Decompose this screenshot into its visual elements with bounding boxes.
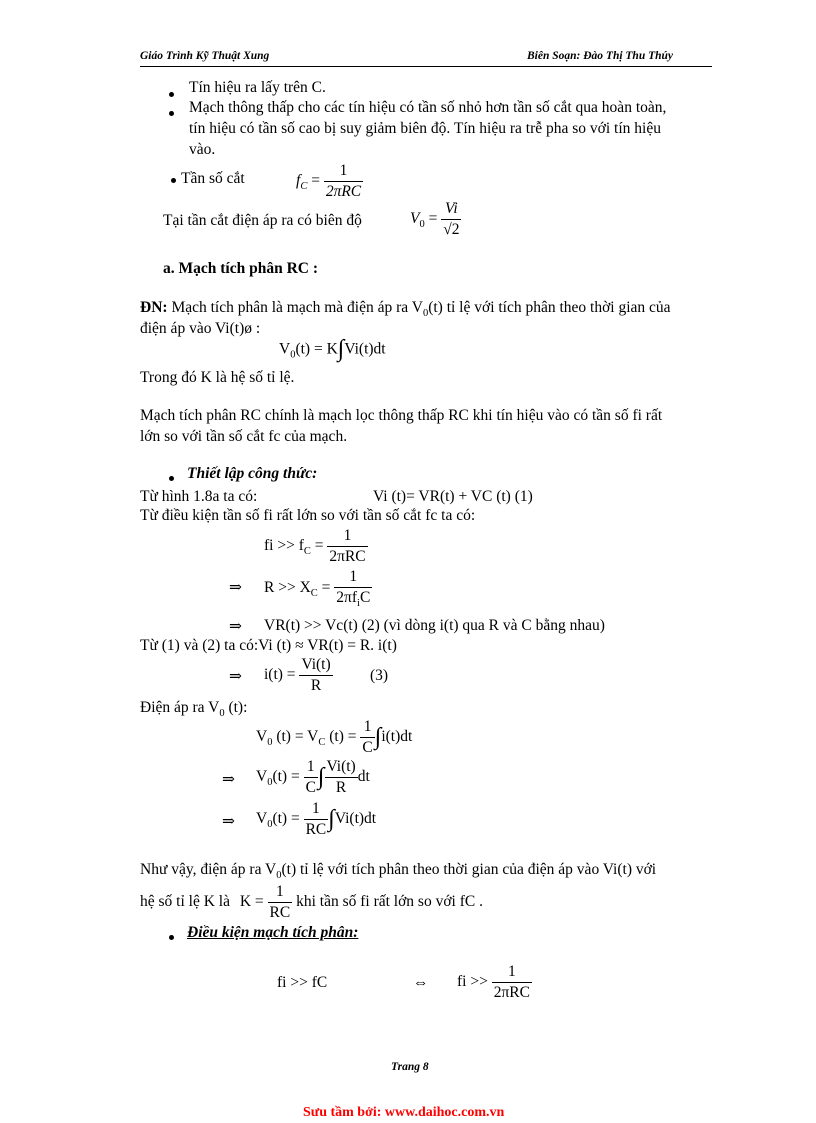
- denominator: 2πRC: [493, 984, 530, 1001]
- page-number: Trang 8: [391, 1061, 429, 1073]
- subscript: 0: [219, 708, 225, 720]
- paragraph-line: lớn so với tần số cắt fc của mạch.: [140, 428, 348, 445]
- definition-text: Mạch tích phân là mạch mà điện áp ra V: [167, 299, 423, 316]
- formula-lhs: i(t) =: [264, 666, 296, 684]
- fraction: [268, 883, 293, 922]
- fc-subscript: C: [300, 181, 308, 193]
- fc-symbol: f: [296, 172, 301, 190]
- v0-label: Tại tần cắt điện áp ra có biên độ: [163, 212, 362, 229]
- k-note: Trong đó K là hệ số tỉ lệ.: [140, 369, 295, 386]
- numerator: 1: [339, 162, 348, 179]
- numerator: 1: [312, 800, 320, 817]
- bullet-dot: [169, 111, 174, 116]
- formula-lhs: R >> X: [264, 579, 311, 597]
- header-left: Giáo Trình Kỹ Thuật Xung: [140, 50, 270, 62]
- formula-r-xc: [264, 568, 372, 609]
- formula-mid: (t) =: [272, 810, 300, 828]
- definition-text-tail: (t) tỉ lệ với tích phân theo thời gian của: [428, 299, 671, 316]
- equals-sign: =: [428, 210, 438, 228]
- formula-rhs: Vi(t)dt: [344, 340, 386, 358]
- denominator: C: [305, 779, 316, 796]
- fraction: [325, 758, 358, 797]
- numerator: 1: [363, 718, 372, 735]
- conclusion-text: khi tần số fi rất lớn so với fC .: [296, 893, 483, 911]
- formula-lhs: V: [256, 728, 268, 746]
- credit-label: Sưu tầm bởi:: [303, 1105, 385, 1120]
- subscript: C: [303, 546, 311, 558]
- implies-arrow: ⇒: [229, 618, 242, 635]
- fraction: [299, 656, 332, 695]
- definition-label: ĐN:: [140, 299, 168, 316]
- fraction: [324, 162, 363, 201]
- formula-current: [264, 656, 333, 695]
- equation-1: Vi (t)= VR(t) + VC (t) (1): [373, 488, 533, 505]
- denominator: √2: [443, 221, 460, 238]
- formula-rhs: i(t)dt: [381, 728, 413, 746]
- v0-subscript: 0: [419, 219, 425, 231]
- numerator: 1: [349, 568, 358, 585]
- formula-lhs: fi >> f: [264, 537, 304, 555]
- v0-symbol: V: [279, 340, 291, 358]
- implies-arrow: ⇒: [229, 579, 242, 596]
- derivation-title: Thiết lập công thức:: [187, 465, 318, 482]
- bullet-text: tín hiệu có tần số cao bị suy giảm biên độ. Tín hiệu ra trễ pha so với tín hiệu: [189, 120, 661, 137]
- formula-fi-fc: [264, 527, 368, 566]
- numerator: 1: [276, 883, 284, 900]
- formula-lhs: V: [256, 810, 268, 828]
- condition-sentence: Từ điều kiện tần số fi rất lớn so với tần số cắt fc ta có:: [140, 507, 476, 524]
- condition-rhs: [457, 963, 532, 1002]
- section-title: a. Mạch tích phân RC :: [163, 260, 319, 277]
- formula-mid: (t) =: [325, 728, 357, 746]
- fraction: [492, 963, 532, 1002]
- definition-line-2: điện áp vào Vi(t)ø :: [140, 320, 261, 337]
- numerator: 1: [343, 527, 352, 544]
- den-part: 2πf: [336, 589, 358, 606]
- denominator: R: [299, 675, 332, 695]
- equation-2: VR(t) >> Vc(t) (2) (vì dòng i(t) qua R và C bằng nhau): [264, 617, 605, 634]
- header-right: Biên Soạn: Đào Thị Thu Thúy: [527, 50, 674, 62]
- formula-lhs: V: [256, 768, 268, 786]
- denominator: 2πRC: [329, 548, 366, 565]
- conclusion-text: (t) tỉ lệ với tích phân theo thời gian của điện áp vào Vi(t) với: [281, 861, 657, 878]
- subscript: C: [310, 588, 318, 600]
- numerator: Vi(t): [326, 758, 356, 775]
- equals-sign: =: [317, 579, 331, 597]
- bullet-text: Tín hiệu ra lấy trên C.: [189, 79, 326, 96]
- denominator: 2πRC: [325, 183, 362, 200]
- combined-equation: Từ (1) và (2) ta có:Vi (t) ≈ VR(t) = R. i(t): [140, 637, 397, 654]
- formula-v0-amplitude: [410, 200, 461, 239]
- implies-arrow: ⇒: [229, 668, 242, 685]
- subscript: 0: [276, 870, 282, 882]
- integral-sign: ∫: [317, 763, 325, 790]
- bullet-text: Mạch thông thấp cho các tín hiệu có tần số nhỏ hơn tần số cắt qua hoàn toàn,: [189, 99, 667, 116]
- formula-middle: (t) = K: [295, 340, 338, 358]
- v0-symbol: V: [410, 210, 420, 228]
- bullet-dot: [169, 476, 174, 481]
- numerator: 1: [507, 963, 516, 980]
- numerator: Vi: [445, 200, 458, 217]
- fraction: [304, 758, 318, 797]
- numerator: Vi(t): [301, 656, 331, 673]
- v0-subscript: 0: [290, 349, 296, 361]
- equals-sign: =: [310, 537, 324, 555]
- denominator: C: [362, 739, 373, 756]
- subscript: 0: [422, 308, 429, 320]
- conclusion-line-2: [140, 883, 483, 922]
- fraction: [327, 527, 367, 566]
- bullet-dot: [169, 92, 174, 97]
- iff-arrow: ⇔: [413, 974, 429, 991]
- denominator: RC: [269, 904, 291, 921]
- formula-mid: (t) = V: [272, 728, 319, 746]
- implies-arrow: ⇒: [222, 771, 235, 788]
- condition-lhs: fi >> fC: [277, 974, 328, 991]
- den-part: C: [359, 589, 371, 606]
- header-rule: [140, 66, 712, 67]
- definition-line-1: [140, 299, 671, 319]
- conclusion-text: Như vậy, điện áp ra V: [140, 861, 277, 878]
- formula-lhs: fi >>: [457, 973, 488, 991]
- formula-rhs: Vi(t)dt: [334, 810, 377, 828]
- fraction: [441, 200, 461, 239]
- formula-cutoff-frequency: [296, 162, 363, 201]
- subscript: C: [318, 737, 326, 749]
- integral-sign: ∫: [328, 805, 335, 832]
- subscript: 0: [267, 737, 273, 749]
- fraction: [334, 568, 372, 609]
- credit-link[interactable]: www.daihoc.com.vn: [384, 1105, 505, 1120]
- formula-integral-definition: [279, 338, 386, 362]
- fraction: [304, 800, 329, 839]
- conclusion-line-1: [140, 861, 656, 881]
- condition-title: Điều kiện mạch tích phân:: [187, 924, 359, 941]
- v0-intro-tail: (t):: [224, 699, 248, 716]
- bullet-dot: [171, 178, 176, 183]
- formula-tail: dt: [357, 768, 370, 786]
- subscript: i: [357, 598, 360, 610]
- figure-reference: Từ hình 1.8a ta có:: [140, 488, 258, 505]
- bullet-text: vào.: [189, 141, 216, 158]
- subscript: 0: [267, 777, 273, 789]
- denominator: [334, 587, 372, 609]
- paragraph-line: Mạch tích phân RC chính là mạch lọc thông thấp RC khi tín hiệu vào có tần số fi rất: [140, 407, 663, 424]
- formula-v0-rc: [256, 800, 376, 839]
- integral-sign: ∫: [374, 723, 382, 750]
- integral-sign: ∫: [337, 336, 345, 362]
- formula-v0-vi-r: [256, 758, 370, 797]
- conclusion-text: hệ số tỉ lệ K là: [140, 893, 230, 911]
- source-credit: [303, 1103, 504, 1121]
- equals-sign: =: [311, 172, 320, 190]
- implies-arrow: ⇒: [222, 813, 235, 830]
- v0-intro-text: Điện áp ra V: [140, 699, 220, 716]
- bullet-dot: [169, 935, 174, 940]
- formula-v0-vc: [256, 718, 412, 757]
- bullet-text: Tần số cắt: [181, 170, 245, 187]
- denominator: R: [325, 777, 358, 797]
- numerator: 1: [306, 758, 315, 775]
- k-formula-lhs: K =: [239, 893, 264, 911]
- equation-ref: (3): [370, 667, 389, 684]
- subscript: 0: [267, 819, 273, 831]
- v0-intro: [140, 699, 247, 719]
- formula-mid: (t) =: [272, 768, 300, 786]
- denominator: RC: [305, 821, 327, 838]
- fraction: [360, 718, 374, 757]
